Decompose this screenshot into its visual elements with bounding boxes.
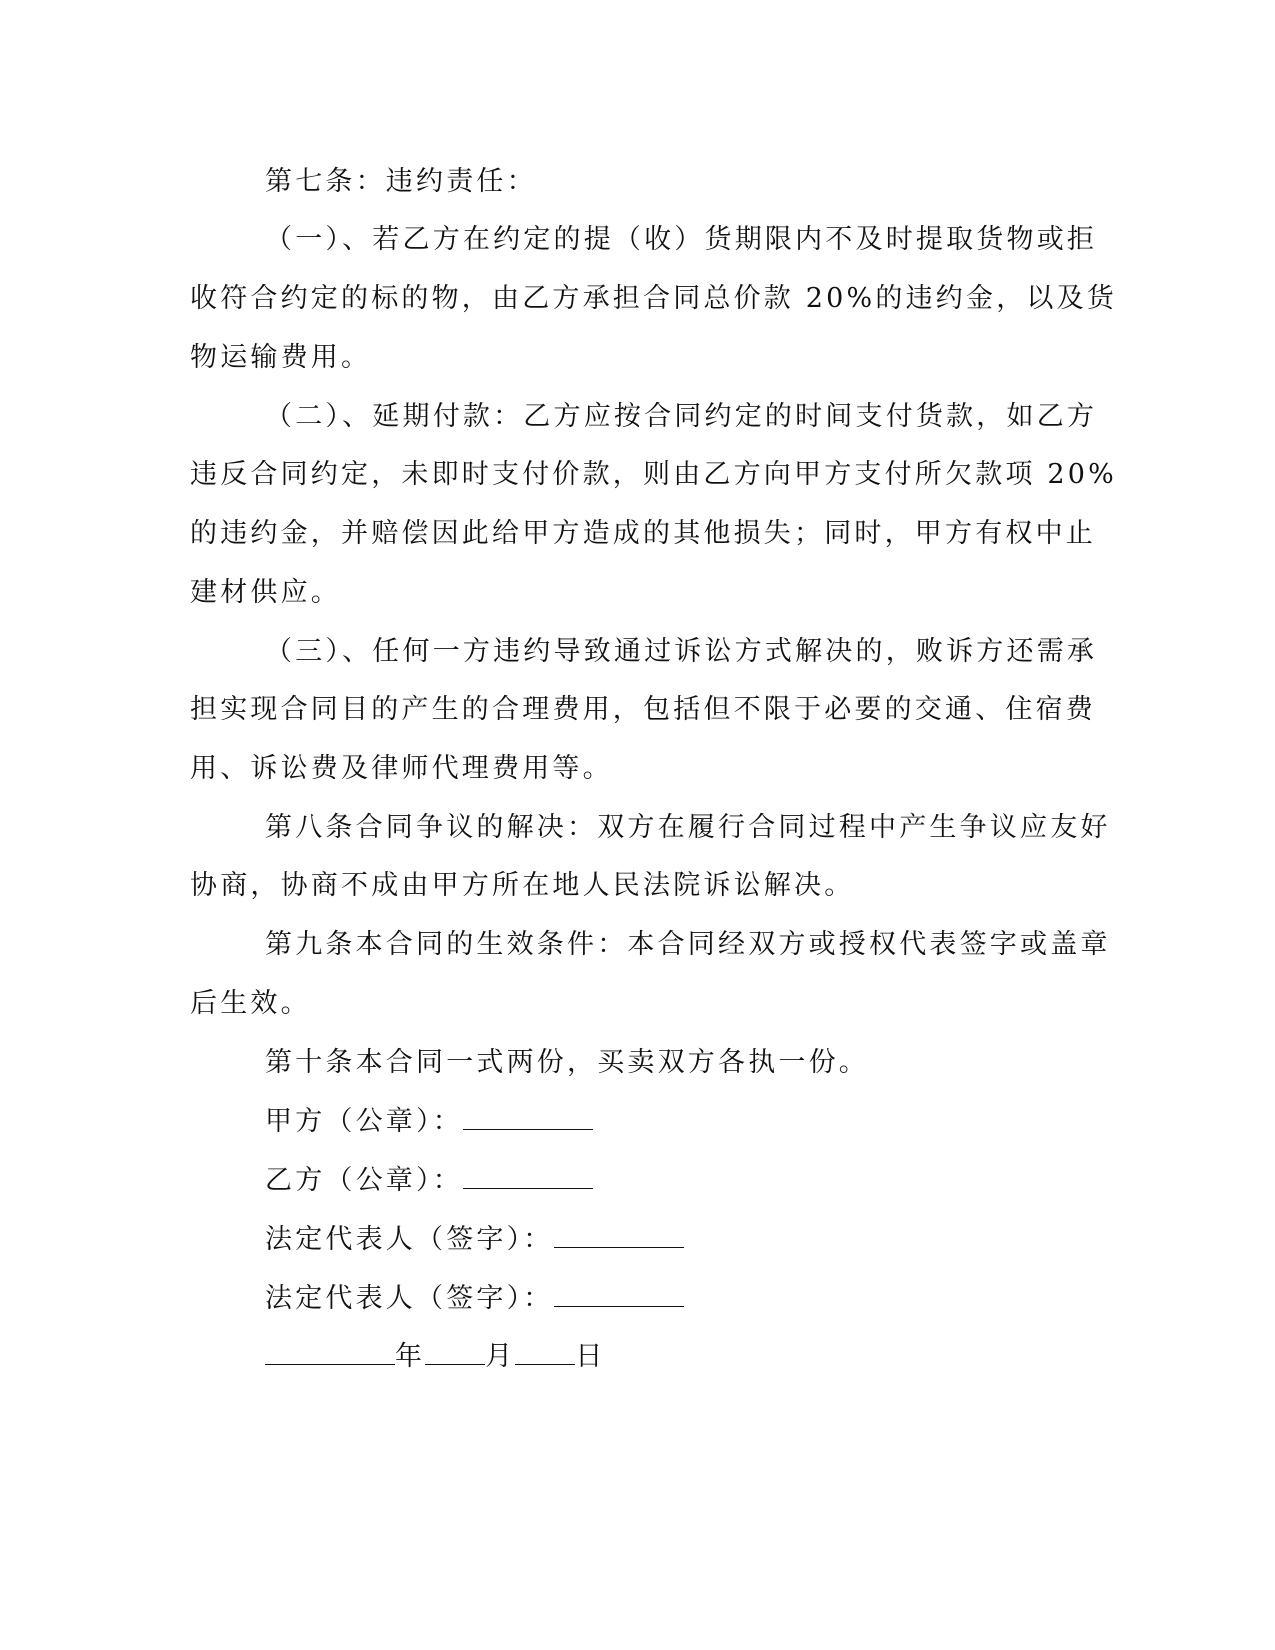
article-9-line: 第九条本合同的生效条件：本合同经双方或授权代表签字或盖章 — [265, 929, 1111, 960]
year-label: 年 — [395, 1341, 426, 1372]
representative-signature-blank — [554, 1278, 684, 1307]
day-label: 日 — [575, 1341, 606, 1372]
year-blank — [265, 1336, 395, 1365]
text-line: 用、诉讼费及律师代理费用等。 — [190, 753, 613, 784]
representative-signature-row — [265, 1219, 684, 1259]
text-line: （二）、延期付款：乙方应按合同约定的时间支付货款，如乙方 — [265, 401, 1098, 432]
representative-signature-blank — [554, 1219, 684, 1248]
text-line: （一）、若乙方在约定的提（收）货期限内不及时提取货物或拒 — [265, 224, 1098, 255]
month-label: 月 — [485, 1341, 516, 1372]
text-line: 担实现合同目的产生的合理费用，包括但不限于必要的交通、住宿费 — [190, 694, 1096, 725]
month-blank — [425, 1336, 485, 1365]
date-row — [265, 1336, 606, 1376]
article-8-line: 第八条合同争议的解决：双方在履行合同过程中产生争议应友好 — [265, 812, 1111, 843]
representative-label: 法定代表人（签字）： — [265, 1283, 554, 1314]
text-line: （三）、任何一方违约导致通过诉讼方式解决的，败诉方还需承 — [265, 636, 1098, 667]
text-line: 违反合同约定，未即时支付价款，则由乙方向甲方支付所欠款项 20% — [190, 459, 1117, 490]
text-line: 物运输费用。 — [190, 342, 372, 373]
representative-signature-row — [265, 1278, 684, 1318]
party-b-seal-blank — [463, 1160, 593, 1189]
article-10-line: 第十条本合同一式两份，买卖双方各执一份。 — [265, 1047, 869, 1078]
article-7-heading: 第七条：违约责任： — [265, 166, 537, 197]
text-line: 协商，协商不成由甲方所在地人民法院诉讼解决。 — [190, 870, 855, 901]
text-line: 建材供应。 — [190, 577, 341, 608]
text-line: 的违约金，并赔偿因此给甲方造成的其他损失；同时，甲方有权中止 — [190, 518, 1096, 549]
text-line: 后生效。 — [190, 988, 311, 1019]
party-a-seal-row — [265, 1101, 593, 1141]
representative-label: 法定代表人（签字）： — [265, 1224, 554, 1255]
party-b-label: 乙方（公章）： — [265, 1165, 463, 1196]
party-b-seal-row — [265, 1160, 593, 1200]
party-a-seal-blank — [463, 1101, 593, 1130]
text-line: 收符合约定的标的物，由乙方承担合同总价款 20%的违约金，以及货 — [190, 283, 1117, 314]
party-a-label: 甲方（公章）： — [265, 1106, 463, 1137]
day-blank — [515, 1336, 575, 1365]
